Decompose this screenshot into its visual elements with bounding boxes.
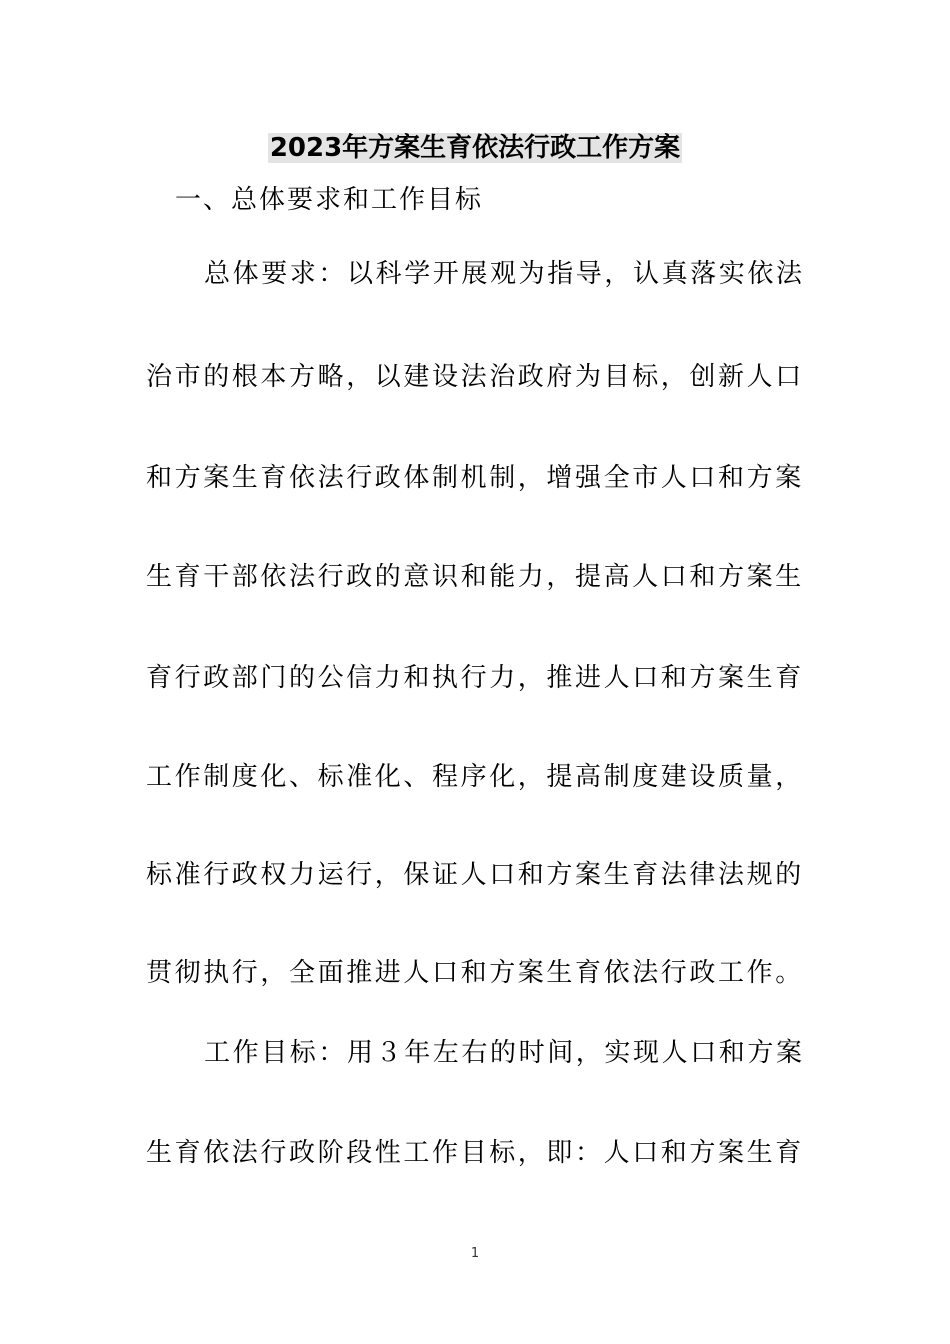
paragraph-line: 工作制度化、标准化、程序化，提高制度建设质量， [146,762,804,792]
document-title-text: 2023年方案生育依法行政工作方案 [269,133,681,163]
paragraph-line: 工作目标：用３年左右的时间，实现人口和方案 [204,1038,805,1068]
paragraph-line: 总体要求：以科学开展观为指导，认真落实依法 [204,259,805,289]
paragraph-line: 生育干部依法行政的意识和能力，提高人口和方案生 [146,562,804,592]
document-title [0,126,950,170]
paragraph-line: 治市的根本方略，以建设法治政府为目标，创新人口 [146,362,804,392]
paragraph-line: 生育依法行政阶段性工作目标，即：人口和方案生育 [146,1138,804,1168]
paragraph-line: 和方案生育依法行政体制机制，增强全市人口和方案 [146,463,804,493]
paragraph-line: 育行政部门的公信力和执行力，推进人口和方案生育 [146,663,804,693]
section-heading: 一、总体要求和工作目标 [175,185,484,215]
page-number: 1 [470,1246,480,1261]
paragraph-line: 标准行政权力运行，保证人口和方案生育法律法规的 [146,860,804,890]
paragraph-line: 贯彻执行，全面推进人口和方案生育依法行政工作。 [146,958,804,988]
